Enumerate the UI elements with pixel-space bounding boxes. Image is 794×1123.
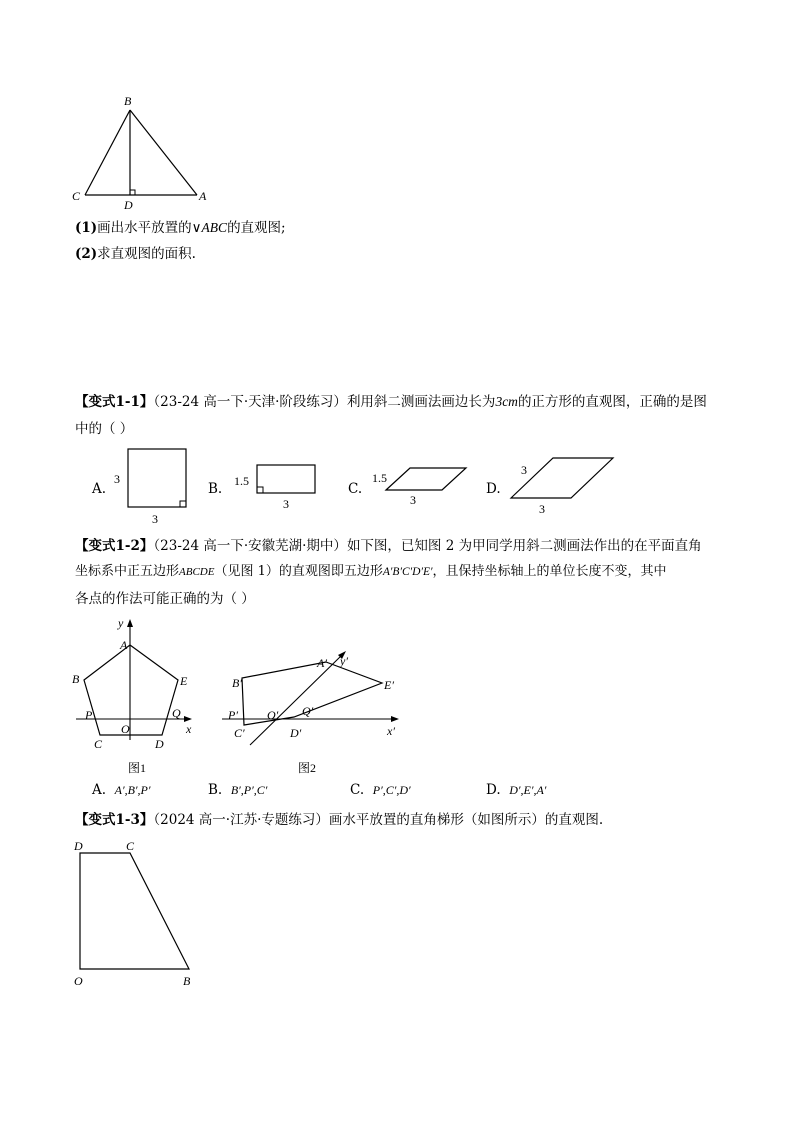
v11-option-b-label[interactable]: B.: [208, 481, 223, 497]
v11-option-c-figure[interactable]: [370, 462, 475, 510]
fig1-x: x: [186, 722, 192, 736]
q1-part1: (1)画出水平放置的∨ABC的直观图;: [75, 220, 286, 236]
fig1-C: C: [94, 737, 103, 751]
fig1-Q: Q: [172, 706, 181, 720]
v12-option-c[interactable]: C. P′,C′,D′: [350, 782, 411, 798]
v11-stem-line2: 中的（ ）: [75, 421, 134, 437]
edge-ba: [130, 110, 197, 195]
v11-option-c-label[interactable]: C.: [348, 481, 363, 497]
v11-option-d-label[interactable]: D.: [486, 481, 501, 497]
q1-part2: (2)求直观图的面积.: [75, 246, 196, 262]
v12-stem-line2: 坐标系中正五边形ABCDE（见图 1）的直观图即五边形A′B′C′D′E′，且保持坐标轴上的单位长度不变，其中: [75, 564, 667, 579]
fig1-E: E: [180, 674, 188, 688]
v12-stem-line1: 【变式1-2】（23-24 高一下·安徽芜湖·期中）如下图，已知图 2 为甲同学用斜二测画法作出的在平面直角: [75, 538, 702, 554]
v12-figure2: [222, 645, 407, 780]
v11-b-bottom: 3: [283, 497, 289, 511]
v13-trapezoid-figure: [65, 835, 210, 995]
v11-option-b-figure[interactable]: [230, 458, 325, 513]
fig1-D: D: [155, 737, 164, 751]
fig2-C: C′: [234, 726, 245, 740]
right-angle-mark: [130, 190, 135, 195]
v11-a-bottom: 3: [152, 512, 158, 526]
v11-b-side: 1.5: [234, 474, 249, 488]
fig2-P: P′: [228, 708, 238, 722]
fig1-A: A: [120, 638, 128, 652]
v11-option-a-label[interactable]: A.: [92, 481, 107, 497]
v13-label-b: B: [183, 974, 191, 988]
v13-stem: 【变式1-3】（2024 高一·江苏·专题练习）画水平放置的直角梯形（如图所示）的直观图.: [75, 812, 604, 828]
fig2-O: O′: [267, 708, 279, 722]
v12-option-a[interactable]: A. A′,B′,P′: [92, 782, 151, 798]
fig2-B: B′: [232, 676, 242, 690]
v12-option-d[interactable]: D. D′,E′,A′: [486, 782, 547, 798]
v12-option-b[interactable]: B. B′,P′,C′: [208, 782, 268, 798]
v11-a-side: 3: [114, 472, 120, 486]
v13-label-c: C: [126, 839, 135, 853]
v11-option-d-figure[interactable]: [505, 452, 620, 518]
fig1-caption: 图1: [128, 761, 147, 775]
triangle-abc-figure: [60, 90, 230, 215]
label-d: D: [124, 198, 133, 212]
v13-label-d: D: [74, 839, 83, 853]
v11-d-side: 3: [521, 463, 527, 477]
fig2-A: A′: [317, 656, 327, 670]
fig2-E: E′: [384, 678, 394, 692]
fig2-y: y′: [340, 654, 348, 668]
fig1-y: y: [118, 616, 124, 630]
fig1-P: P: [85, 708, 93, 722]
fig1-B: B: [72, 672, 80, 686]
label-c: C: [72, 189, 81, 203]
fig2-D: D′: [290, 726, 302, 740]
v11-d-bottom: 3: [539, 502, 545, 516]
v13-label-o: O: [74, 974, 83, 988]
fig1-O: O: [121, 722, 130, 736]
fig2-Q: Q′: [302, 704, 314, 718]
fig2-caption: 图2: [298, 761, 317, 775]
label-b: B: [124, 94, 132, 108]
v11-stem-line1: 【变式1-1】（23-24 高一下·天津·阶段练习）利用斜二测画法画边长为3cm的正方形的直观图，正确的是图: [75, 394, 707, 410]
v12-figure1: [70, 615, 205, 780]
fig2-x: x′: [387, 724, 395, 738]
v11-c-bottom: 3: [410, 493, 416, 507]
label-a: A: [199, 189, 207, 203]
v11-option-a-figure[interactable]: [110, 445, 200, 530]
edge-cb: [85, 110, 130, 195]
v12-stem-line3: 各点的作法可能正确的为（ ）: [75, 591, 255, 607]
v11-c-side: 1.5: [372, 471, 387, 485]
